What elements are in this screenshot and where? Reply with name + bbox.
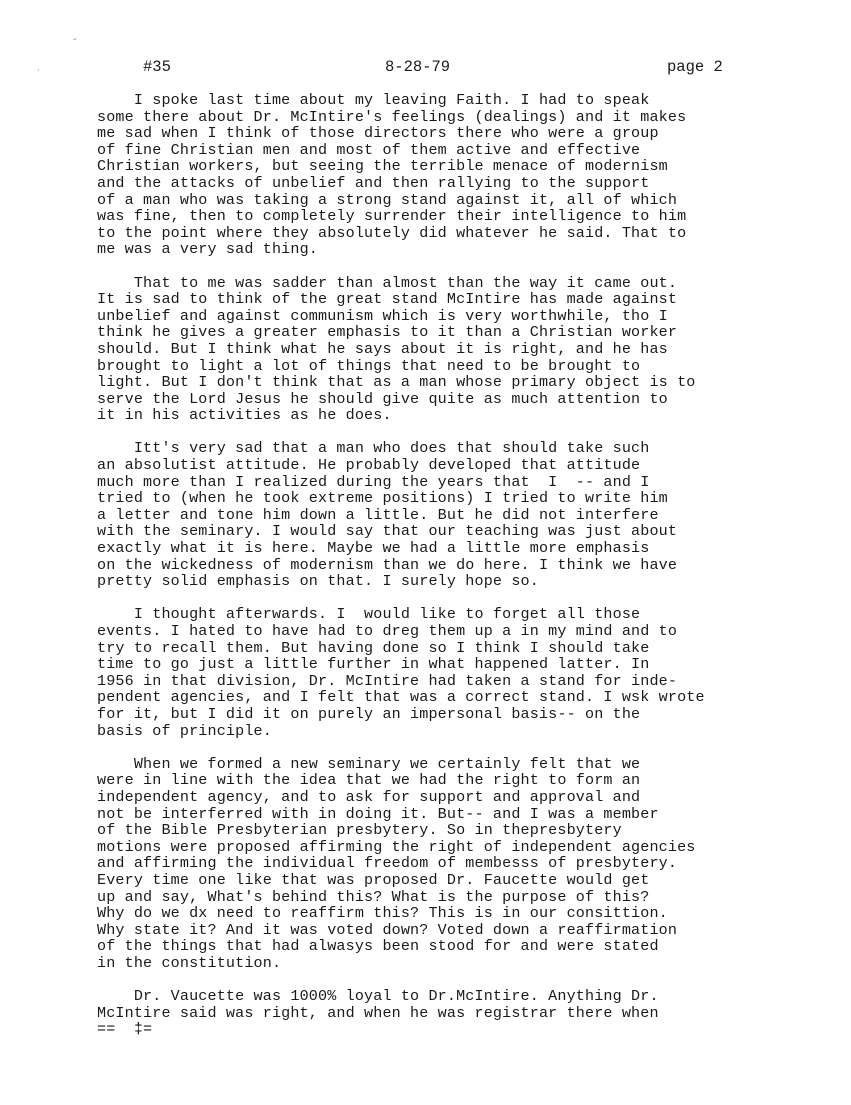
paragraph: [97, 988, 797, 1038]
text-line: Christian workers, but seeing the terrible menace of modernism: [97, 157, 668, 176]
text-line: events. I hated to have had to dreg them up a in my mind and to: [97, 622, 678, 640]
text-line: Why state it? And it was voted down? Voted down a reaffirmation: [97, 920, 678, 939]
paragraph: [97, 275, 797, 424]
text-line: pendent agencies, and I felt that was a correct stand. I wsk wrote: [97, 688, 705, 707]
text-line: brought to light a lot of things that need to be brought to: [97, 356, 641, 375]
text-line: motions were proposed affirming the right of independent agencies: [97, 837, 696, 856]
text-line: think he gives a greater emphasis to it than a Christian worker: [97, 323, 678, 342]
text-line: not be interferred with in doing it. But-- and I was a member: [97, 804, 659, 823]
paragraph: [97, 440, 797, 589]
text-line: of the things that had alwasys been stood for and were stated: [97, 937, 659, 956]
page-number: page 2: [667, 58, 723, 76]
text-line: of the Bible Presbyterian presbytery. So in thepresbytery: [97, 821, 622, 840]
text-line: 1956 in that division, Dr. McIntire had taken a stand for inde-: [97, 671, 678, 690]
text-line: of fine Christian men and most of them active and effective: [97, 140, 641, 159]
text-line: and affirming the individual freedom of membesss of presbytery.: [97, 854, 678, 873]
text-line: were in line with the idea that we had the right to form an: [97, 771, 641, 790]
text-line: and the attacks of unbelief and then rallying to the support: [97, 173, 650, 192]
text-line: try to recall them. But having done so I think I should take: [97, 638, 650, 657]
text-line: some there about Dr. McIntire's feelings (dealings) and it makes: [97, 107, 687, 126]
paragraph: [97, 756, 797, 972]
transcript-body: [97, 92, 797, 1054]
text-line: serve the Lord Jesus he should give quite as much attention to: [97, 389, 668, 408]
margin-mark: ·: [36, 66, 41, 75]
text-line: for it, but I did it on purely an impersonal basis-- on the: [97, 704, 641, 723]
text-line: I spoke last time about my leaving Faith. I had to speak: [97, 91, 650, 109]
text-line: unbelief and against communism which is very worthwhile, tho I: [97, 306, 668, 325]
paragraph: [97, 606, 797, 739]
text-line: McIntire said was right, and when he was registrar there when: [97, 1003, 659, 1022]
text-line: That to me was sadder than almost than the way it came out.: [97, 273, 678, 292]
text-line: it in his activities as he does.: [97, 406, 392, 425]
text-line: a letter and tone him down a little. But he did not interfere: [97, 505, 659, 524]
paragraph: [97, 92, 797, 258]
text-line: exactly what it is here. Maybe we had a little more emphasis: [97, 539, 650, 558]
text-line: It is sad to think of the great stand McIntire has made against: [97, 290, 678, 309]
text-line: time to go just a little further in what happened latter. In: [97, 655, 650, 674]
margin-mark: -: [70, 33, 81, 47]
text-line: much more than I realized during the years that I -- and I: [97, 472, 650, 491]
text-line: basis of principle.: [97, 721, 272, 740]
text-line: on the wickedness of modernism than we do here. I think we have: [97, 555, 678, 574]
text-line: pretty solid emphasis on that. I surely hope so.: [97, 572, 539, 591]
text-line: an absolutist attitude. He probably developed that attitude: [97, 456, 641, 475]
page-header: [0, 58, 851, 80]
text-line: Every time one like that was proposed Dr. Faucette would get: [97, 870, 650, 889]
text-line: == ‡=: [97, 1020, 153, 1039]
text-line: I thought afterwards. I would like to forget all those: [97, 605, 641, 624]
text-line: Why do we dx need to reaffirm this? This is in our consittion.: [97, 904, 668, 923]
text-line: When we formed a new seminary we certainly felt that we: [97, 754, 641, 773]
text-line: Itt's very sad that a man who does that should take such: [97, 439, 650, 458]
text-line: in the constitution.: [97, 953, 282, 972]
transcript-date: 8-28-79: [385, 58, 451, 76]
text-line: me sad when I think of those directors there who were a group: [97, 124, 659, 143]
text-line: me was a very sad thing.: [97, 240, 318, 259]
text-line: should. But I think what he says about it is right, and he has: [97, 339, 668, 358]
text-line: tried to (when he took extreme positions) I tried to write him: [97, 489, 668, 508]
text-line: to the point where they absolutely did whatever he said. That to: [97, 223, 687, 242]
text-line: was fine, then to completely surrender their intelligence to him: [97, 207, 687, 226]
text-line: light. But I don't think that as a man whose primary object is to: [97, 373, 696, 392]
transcript-number: #35: [143, 58, 171, 76]
text-line: with the seminary. I would say that our teaching was just about: [97, 522, 678, 541]
text-line: Dr. Vaucette was 1000% loyal to Dr.McIntire. Anything Dr.: [97, 987, 659, 1006]
text-line: independent agency, and to ask for support and approval and: [97, 787, 641, 806]
text-line: up and say, What's behind this? What is the purpose of this?: [97, 887, 650, 906]
text-line: of a man who was taking a strong stand against it, all of which: [97, 190, 678, 209]
